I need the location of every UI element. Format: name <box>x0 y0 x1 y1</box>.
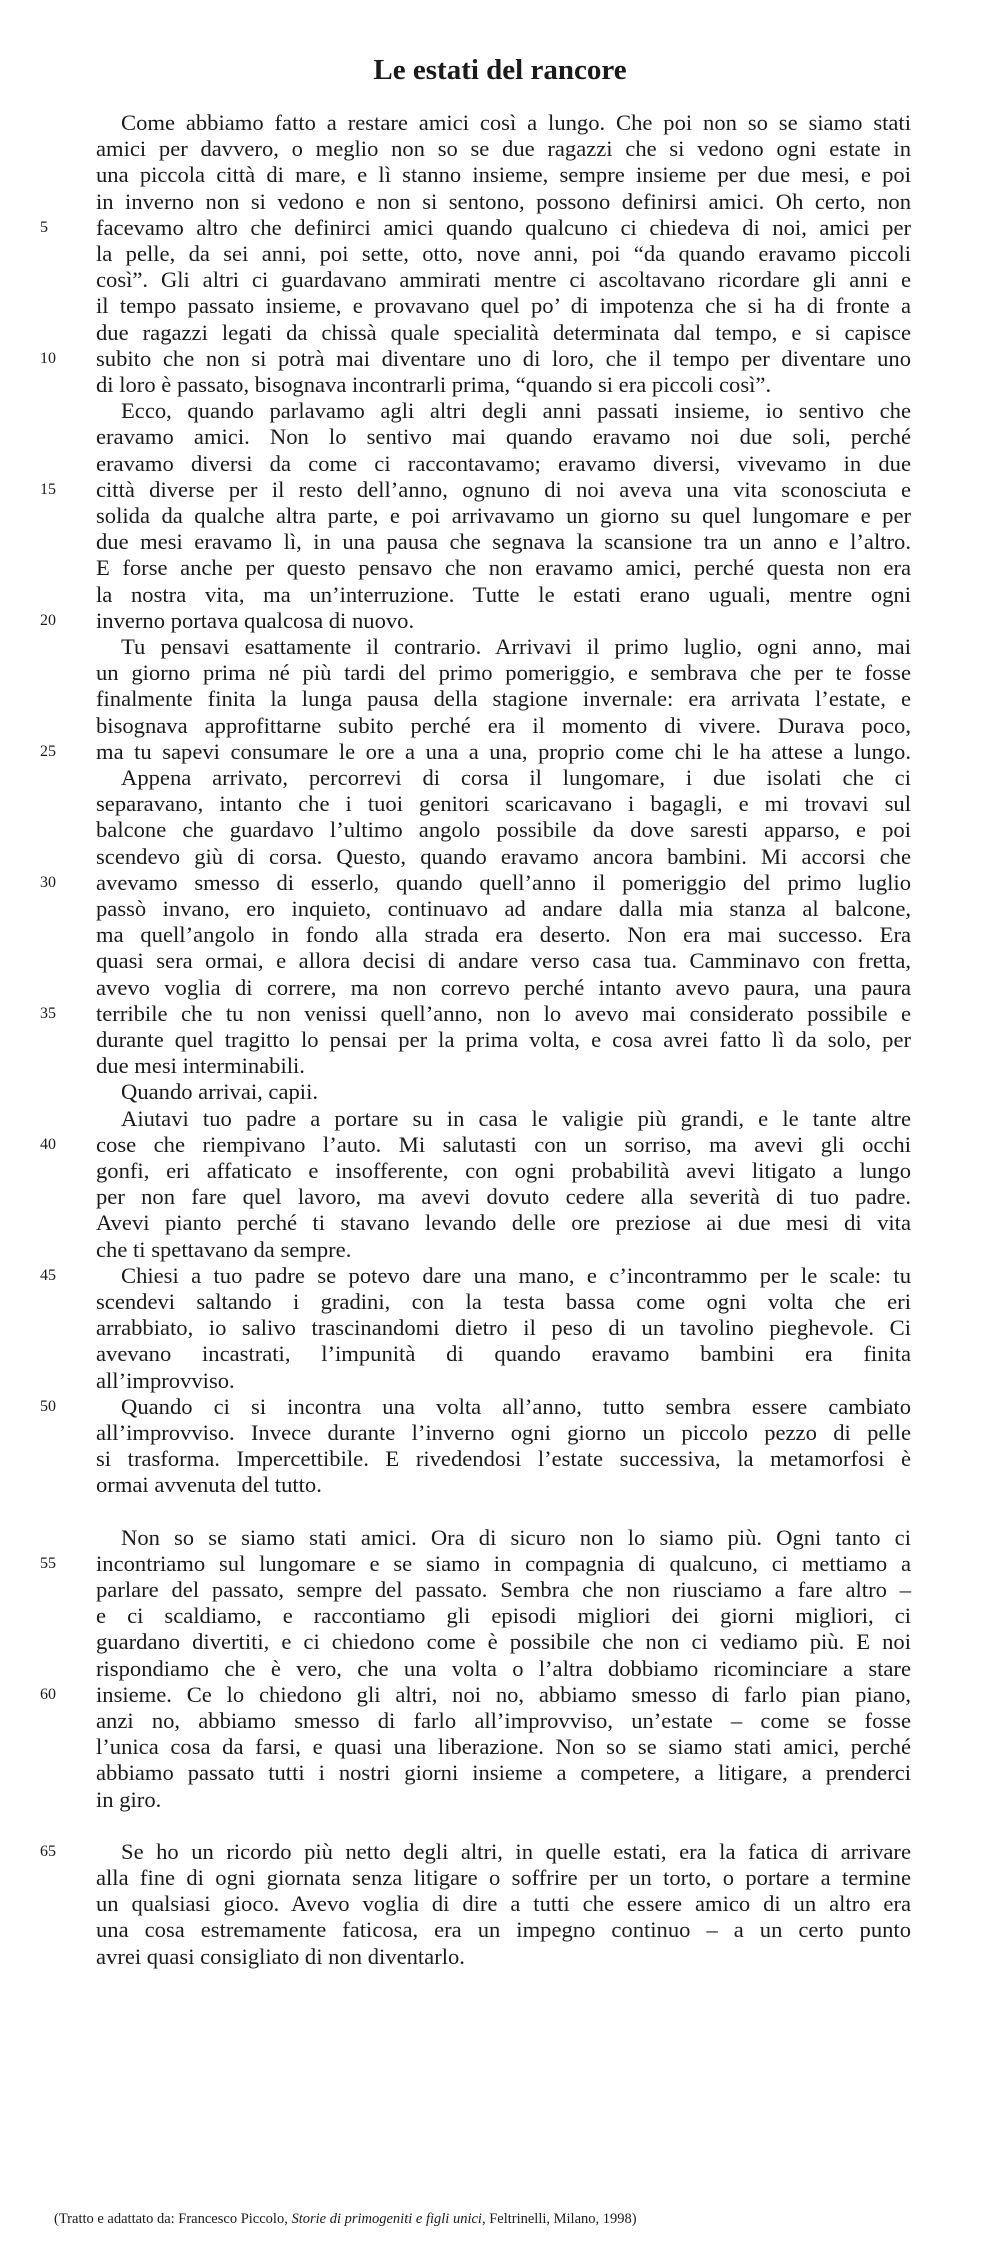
text-line: ma tu sapevi consumare le ore a una a una, proprio come chi le ha attese a lungo. <box>96 738 911 764</box>
line-number: 30 <box>40 873 56 891</box>
text-line: guardano divertiti, e ci chiedono come è possibile che non ci vediamo più. E noi <box>96 1629 911 1655</box>
text-line: finalmente finita la lunga pausa della stagione invernale: era arrivata l’estate, e <box>96 686 911 712</box>
text-line: scendevo giù di corsa. Questo, quando eravamo ancora bambini. Mi accorsi che <box>96 843 911 869</box>
line-number: 60 <box>40 1685 56 1703</box>
text-line: parlare del passato, sempre del passato. Sembra che non riusciamo a fare altro – <box>96 1577 911 1602</box>
text-line: durante quel tragitto lo pensai per la prima volta, e cosa avrei fatto lì da solo, per <box>96 1027 911 1052</box>
text-line: quasi sera ormai, e allora decisi di andare verso casa tua. Camminavo con fretta, <box>96 948 911 974</box>
text-line: anzi no, abbiamo smesso di farlo all’improvviso, un’estate – come se fosse <box>96 1708 911 1733</box>
text-line: subito che non si potrà mai diventare uno di loro, che il tempo per diventare uno <box>96 345 911 371</box>
text-line: una piccola città di mare, e lì stanno insieme, sempre insieme per due mesi, e poi <box>96 162 911 188</box>
line-number: 40 <box>40 1135 56 1153</box>
text-line: eravamo amici. Non lo sentivo mai quando eravamo noi due soli, perché <box>96 424 911 450</box>
text-line: una cosa estremamente faticosa, era un impegno continuo – a un certo punto <box>96 1917 911 1943</box>
line-number: 45 <box>40 1266 56 1284</box>
text-line: amici per davvero, o meglio non so se due ragazzi che si vedono ogni estate in <box>96 136 911 162</box>
text-line: alla fine di ogni giornata senza litigare o soffrire per un torto, o portare a termine <box>96 1865 911 1890</box>
text-line: avevano incastrati, l’impunità di quando eravamo bambini era finita <box>96 1341 911 1367</box>
text-line: gonfi, eri affaticato e insofferente, con ogni probabilità avevi litigato a lungo <box>96 1158 911 1183</box>
text-line: all’improvviso. <box>96 1367 235 1393</box>
text-line: due mesi interminabili. <box>96 1053 305 1079</box>
text-line: cose che riempivano l’auto. Mi salutasti con un sorriso, ma avevi gli occhi <box>96 1131 911 1157</box>
text-line: che ti spettavano da sempre. <box>96 1236 352 1262</box>
text-line: terribile che tu non venissi quell’anno, non lo avevo mai considerato possibile e <box>96 1000 911 1026</box>
line-number: 20 <box>40 611 56 629</box>
text-line: di loro è passato, bisognava incontrarli prima, “quando si era piccoli così”. <box>96 372 772 397</box>
text-line: la pelle, da sei anni, poi sette, otto, nove anni, poi “da quando eravamo piccoli <box>96 241 911 266</box>
text-line: Avevi pianto perché ti stavano levando delle ore preziose ai due mesi di vita <box>96 1210 911 1236</box>
text-line: due mesi eravamo lì, in una pausa che segnava la scansione tra un anno e l’altro. <box>96 529 911 555</box>
text-line: per non fare quel lavoro, ma avevi dovuto cedere alla severità di tuo padre. <box>96 1184 911 1210</box>
text-line: separavano, intanto che i tuoi genitori scaricavano i bagagli, e mi trovavi sul <box>96 791 911 817</box>
text-line: ma quell’angolo in fondo alla strada era deserto. Non era mai successo. Era <box>96 922 911 948</box>
text-line: bisognava approfittarne subito perché era il momento di vivere. Durava poco, <box>96 712 911 738</box>
source-suffix: , Feltrinelli, Milano, 1998) <box>481 2211 637 2227</box>
text-line: così”. Gli altri ci guardavano ammirati mentre ci ascoltavano ricordare gli anni e <box>96 267 911 293</box>
document-title: Le estati del rancore <box>373 54 627 86</box>
text-line: Quando ci si incontra una volta all’anno, tutto sembra essere cambiato <box>121 1393 911 1419</box>
text-line: incontriamo sul lungomare e se siamo in compagnia di qualcuno, ci mettiamo a <box>96 1550 911 1576</box>
text-line: Ecco, quando parlavamo agli altri degli anni passati insieme, io sentivo che <box>121 398 911 424</box>
text-line: E forse anche per questo pensavo che non eravamo amici, perché questa non era <box>96 555 911 581</box>
text-line: si trasforma. Impercettibile. E rivedendosi l’estate successiva, la metamorfosi è <box>96 1446 911 1472</box>
text-line: avevo voglia di correre, ma non correvo perché intanto avevo paura, una paura <box>96 974 911 1000</box>
line-number: 15 <box>40 480 56 498</box>
text-line: Appena arrivato, percorrevi di corsa il lungomare, i due isolati che ci <box>121 765 911 790</box>
line-number: 50 <box>40 1397 56 1415</box>
text-line: la nostra vita, ma un’interruzione. Tutte le estati erano uguali, mentre ogni <box>96 581 911 607</box>
text-line: insieme. Ce lo chiedono gli altri, noi no, abbiamo smesso di farlo pian piano, <box>96 1681 911 1707</box>
text-line: un qualsiasi gioco. Avevo voglia di dire a tutti che essere amico di un altro era <box>96 1891 911 1917</box>
line-number: 55 <box>40 1554 56 1572</box>
text-line: in giro. <box>96 1786 162 1812</box>
text-line: rispondiamo che è vero, che una volta o l’altra dobbiamo ricominciare a stare <box>96 1655 911 1681</box>
text-line: balcone che guardavo l’ultimo angolo possibile da dove saresti apparso, e poi <box>96 817 911 843</box>
line-number: 5 <box>40 218 48 236</box>
text-line: due ragazzi legati da chissà quale specialità determinata dal tempo, e si capisce <box>96 319 911 345</box>
text-line: il tempo passato insieme, e provavano quel po’ di impotenza che si ha di fronte a <box>96 293 911 319</box>
source-book-title: Storie di primogeniti e figli unici <box>291 2211 482 2227</box>
text-line: Come abbiamo fatto a restare amici così a lungo. Che poi non so se siamo stati <box>121 110 911 135</box>
text-line: Se ho un ricordo più netto degli altri, in quelle estati, era la fatica di arrivare <box>121 1838 911 1864</box>
text-line: l’unica cosa da farsi, e quasi una liberazione. Non so se siamo stati amici, perché <box>96 1734 911 1760</box>
text-line: Tu pensavi esattamente il contrario. Arrivavi il primo luglio, ogni anno, mai <box>121 634 911 659</box>
text-line: abbiamo passato tutti i nostri giorni insieme a competere, a litigare, a prenderci <box>96 1760 911 1786</box>
text-line: inverno portava qualcosa di nuovo. <box>96 607 415 633</box>
text-line: eravamo diversi da come ci raccontavamo; eravamo diversi, vivevamo in due <box>96 450 911 476</box>
text-line: scendevi saltando i gradini, con la testa bassa come ogni volta che eri <box>96 1289 911 1314</box>
line-number: 35 <box>40 1004 56 1022</box>
text-line: Quando arrivai, capii. <box>121 1079 318 1105</box>
text-line: passò invano, ero inquieto, continuavo ad andare dalla mia stanza al balcone, <box>96 896 911 921</box>
text-line: all’improvviso. Invece durante l’inverno ogni giorno un piccolo pezzo di pelle <box>96 1420 911 1445</box>
line-number: 65 <box>40 1842 56 1860</box>
text-line: avevamo smesso di esserlo, quando quell’anno il pomeriggio del primo luglio <box>96 869 911 895</box>
text-line: avrei quasi consigliato di non diventarlo. <box>96 1943 465 1969</box>
text-line: ormai avvenuta del tutto. <box>96 1472 322 1498</box>
text-line: arrabbiato, io salivo trascinandomi dietro il peso di un tavolino pieghevole. Ci <box>96 1315 911 1341</box>
text-line: città diverse per il resto dell’anno, ognuno di noi aveva una vita sconosciuta e <box>96 476 911 502</box>
text-line: Aiutavi tuo padre a portare su in casa le valigie più grandi, e le tante altre <box>121 1105 911 1131</box>
text-line: Chiesi a tuo padre se potevo dare una mano, e c’incontrammo per le scale: tu <box>121 1262 911 1288</box>
text-line: Non so se siamo stati amici. Ora di sicuro non lo siamo più. Ogni tanto ci <box>121 1524 911 1550</box>
source-prefix: (Tratto e adattato da: Francesco Piccolo, <box>54 2211 292 2227</box>
text-line: un giorno prima né più tardi del primo pomeriggio, e sembrava che per te fosse <box>96 660 911 686</box>
line-number: 25 <box>40 742 56 760</box>
text-line: in inverno non si vedono e non si sentono, possono definirsi amici. Oh certo, non <box>96 188 911 214</box>
text-line: e ci scaldiamo, e raccontiamo gli episodi migliori dei giorni migliori, ci <box>96 1603 911 1629</box>
text-line: facevamo altro che definirci amici quando qualcuno ci chiedeva di noi, amici per <box>96 214 911 240</box>
source-citation <box>54 2209 637 2229</box>
text-line: solida da qualche altra parte, e poi arrivavamo un giorno su quel lungomare e per <box>96 503 911 528</box>
line-number: 10 <box>40 349 56 367</box>
